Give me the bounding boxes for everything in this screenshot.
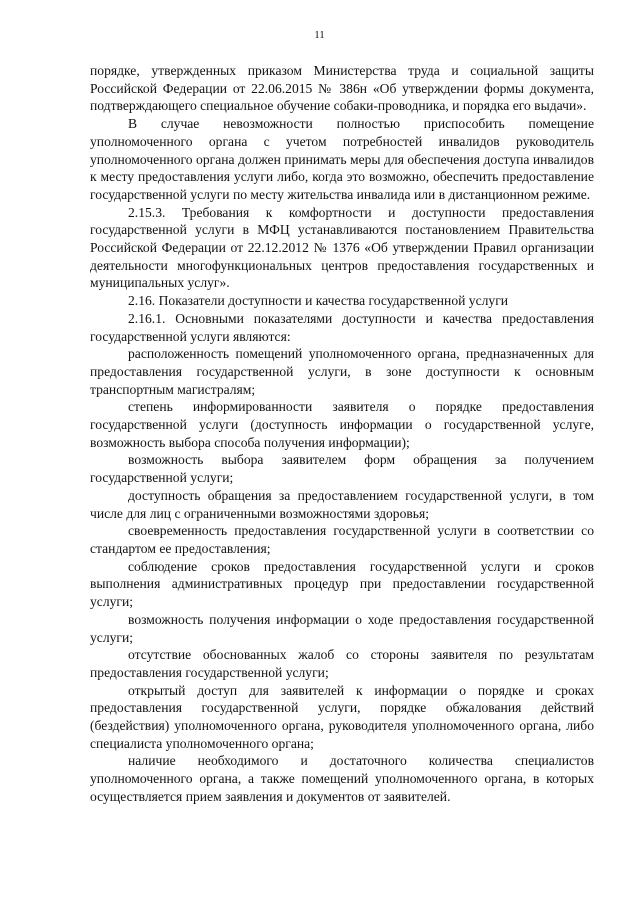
indicator-form-choice: возможность выбора заявителем форм обращения за получением государственной услуги; <box>90 452 594 486</box>
indicator-location: расположенность помещений уполномоченного органа, предназначенных для предоставления государственной услуги, в зоне доступности к основным транспортным магистралям; <box>90 346 594 397</box>
paragraph-order-continuation: порядке, утвержденных приказом Министерства труда и социальной защиты Российской Федерации от 22.06.2015 № 386н «Об утверждении формы документа, подтверждающего специальное обучение собаки-проводника, и порядка его выдачи». <box>90 63 594 114</box>
indicator-open-access: открытый доступ для заявителей к информации о порядке и сроках предоставления государственной услуги, порядке обжалования действий (бездействия) уполномоченного органа, руководителя уполномоченного органа, либо специалиста уполномоченного органа; <box>90 682 594 751</box>
page-number: 11 <box>314 29 325 41</box>
indicator-staffing: наличие необходимого и достаточного количества специалистов уполномоченного органа, а также помещений уполномоченного органа, в которых осуществляется прием заявления и документов от заявителей. <box>90 753 594 804</box>
indicator-no-complaints: отсутствие обоснованных жалоб со стороны заявителя по результатам предоставления государственной услуги; <box>90 647 594 680</box>
indicator-timeliness: своевременность предоставления государственной услуги в соответствии со стандартом ее предоставления; <box>90 523 594 556</box>
indicator-progress-info: возможность получения информации о ходе предоставления государственной услуги; <box>90 611 594 645</box>
paragraph-inaccessible-premises: В случае невозможности полностью приспособить помещение уполномоченного органа с учетом потребностей инвалидов руководитель уполномоченного органа должен принимать меры для обеспечения доступа инвалидов к месту предоставления услуги либо, когда это возможно, обеспечить предоставление государственной услуги по месту жительства инвалида или в дистанционном режиме. <box>90 116 594 202</box>
indicator-deadlines: соблюдение сроков предоставления государственной услуги и сроков выполнения административных процедур при предоставлении государственной услуги; <box>90 558 594 610</box>
paragraph-2-16-1-indicators: 2.16.1. Основными показателями доступности и качества предоставления государственной услуги являются: <box>90 310 594 344</box>
indicator-accessibility: доступность обращения за предоставлением государственной услуги, в том числе для лиц с ограниченными возможностями здоровья; <box>90 487 594 521</box>
section-heading-2-16: 2.16. Показатели доступности и качества государственной услуги <box>128 293 509 309</box>
document-body <box>90 62 594 806</box>
paragraph-2-15-3-mfc-requirements: 2.15.3. Требования к комфортности и доступности предоставления государственной услуги в МФЦ устанавливаются постановлением Правительства Российской Федерации от 22.12.2012 № 1376 «Об утверждении Правил организации деятельности многофункциональных центров предоставления государственных и муниципальных услуг». <box>90 204 594 291</box>
indicator-awareness: степень информированности заявителя о порядке предоставления государственной услуги (доступность информации о государственной услуге, возможность выбора способа получения информации); <box>90 399 594 450</box>
